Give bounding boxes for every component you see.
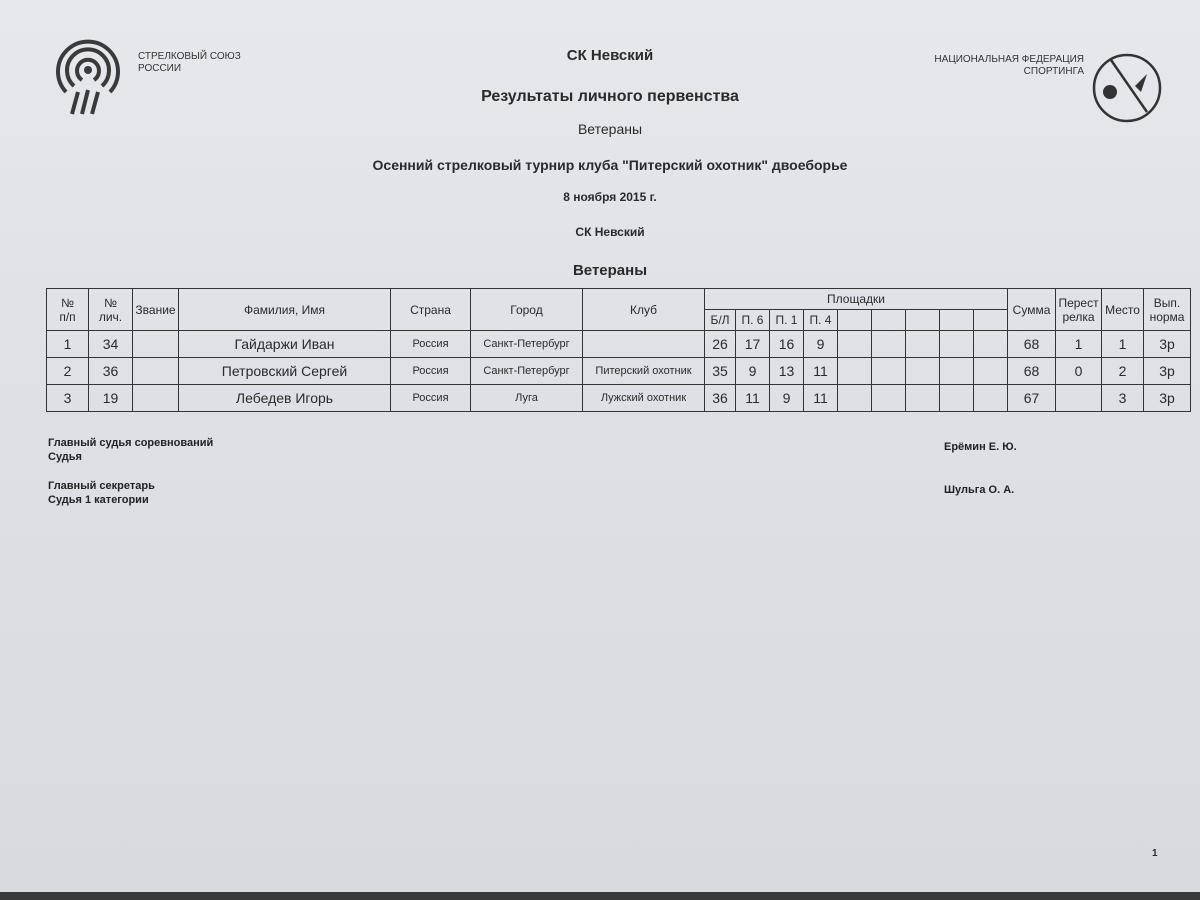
cell-city: Луга bbox=[471, 385, 583, 412]
document-title: Результаты личного первенства bbox=[481, 88, 739, 105]
secretary-name: Шульга О. А. bbox=[944, 484, 1015, 496]
chief-judge-name: Ерёмин Е. Ю. bbox=[944, 441, 1017, 453]
cell-score bbox=[838, 331, 872, 358]
cell-score: 16 bbox=[770, 331, 804, 358]
table-row bbox=[47, 385, 1191, 412]
range-label: П. 1 bbox=[770, 310, 804, 331]
cell-score bbox=[838, 358, 872, 385]
cell-score: 9 bbox=[804, 331, 838, 358]
col-header-norm: Вып. норма bbox=[1144, 289, 1191, 331]
event-date: 8 ноября 2015 г. bbox=[563, 190, 657, 204]
cell-score bbox=[974, 358, 1008, 385]
right-logo-line-2: СПОРТИНГА bbox=[1023, 66, 1084, 77]
club-heading: СК Невский bbox=[566, 47, 654, 64]
col-header-place: Место bbox=[1102, 289, 1144, 331]
cell-shootoff: 0 bbox=[1056, 358, 1102, 385]
left-logo-line-2: РОССИИ bbox=[138, 63, 182, 74]
cell-norm: 3р bbox=[1144, 385, 1191, 412]
category-subtitle: Ветераны bbox=[577, 121, 643, 137]
col-header-name: Фамилия, Имя bbox=[179, 289, 391, 331]
range-label: П. 4 bbox=[804, 310, 838, 331]
range-label bbox=[838, 310, 872, 331]
col-header-country: Страна bbox=[391, 289, 471, 331]
cell-sum: 68 bbox=[1008, 331, 1056, 358]
cell-num: 2 bbox=[47, 358, 89, 385]
cell-name: Петровский Сергей bbox=[179, 358, 391, 385]
col-header-rank: Звание bbox=[133, 289, 179, 331]
cell-club: Питерский охотник bbox=[583, 358, 705, 385]
cell-country: Россия bbox=[391, 358, 471, 385]
cell-license: 34 bbox=[89, 331, 133, 358]
col-header-city: Город bbox=[471, 289, 583, 331]
cell-norm: 3р bbox=[1144, 331, 1191, 358]
chief-judge-title bbox=[48, 436, 213, 464]
range-label: П. 6 bbox=[736, 310, 770, 331]
cell-rank bbox=[133, 331, 179, 358]
secretary-title bbox=[48, 479, 155, 507]
cell-score: 11 bbox=[736, 385, 770, 412]
cell-country: Россия bbox=[391, 385, 471, 412]
cell-club bbox=[583, 331, 705, 358]
range-label: Б/Л bbox=[705, 310, 736, 331]
cell-score bbox=[906, 358, 940, 385]
category-heading: Ветераны bbox=[572, 262, 648, 279]
col-header-ranges: Площадки bbox=[705, 289, 1008, 310]
cell-score: 11 bbox=[804, 358, 838, 385]
cell-city: Санкт-Петербург bbox=[471, 331, 583, 358]
col-header-license: № лич. bbox=[89, 289, 133, 331]
cell-score: 9 bbox=[736, 358, 770, 385]
cell-score bbox=[906, 385, 940, 412]
cell-score: 9 bbox=[770, 385, 804, 412]
right-logo-line-1: НАЦИОНАЛЬНАЯ ФЕДЕРАЦИЯ bbox=[934, 54, 1084, 65]
cell-num: 1 bbox=[47, 331, 89, 358]
cell-place: 1 bbox=[1102, 331, 1144, 358]
cell-name: Лебедев Игорь bbox=[179, 385, 391, 412]
cell-score bbox=[872, 331, 906, 358]
range-label bbox=[940, 310, 974, 331]
results-table bbox=[46, 288, 1191, 412]
cell-norm: 3р bbox=[1144, 358, 1191, 385]
cell-score: 13 bbox=[770, 358, 804, 385]
left-logo-line-1: СТРЕЛКОВЫЙ СОЮЗ bbox=[138, 51, 241, 62]
cell-sum: 68 bbox=[1008, 358, 1056, 385]
cell-name: Гайдаржи Иван bbox=[179, 331, 391, 358]
cell-score bbox=[940, 358, 974, 385]
cell-city: Санкт-Петербург bbox=[471, 358, 583, 385]
cell-score: 35 bbox=[705, 358, 736, 385]
event-name: Осенний стрелковый турнир клуба "Питерский охотник" двоеборье bbox=[372, 157, 848, 173]
table-row bbox=[47, 331, 1191, 358]
cell-club: Лужский охотник bbox=[583, 385, 705, 412]
cell-score: 36 bbox=[705, 385, 736, 412]
cell-rank bbox=[133, 358, 179, 385]
cell-rank bbox=[133, 385, 179, 412]
range-label bbox=[872, 310, 906, 331]
chief-judge-line-2: Судья bbox=[48, 451, 82, 463]
col-header-num: № п/п bbox=[47, 289, 89, 331]
cell-score: 26 bbox=[705, 331, 736, 358]
cell-score bbox=[974, 385, 1008, 412]
chief-judge-line-1: Главный судья соревнований bbox=[48, 437, 214, 449]
cell-score bbox=[906, 331, 940, 358]
cell-shootoff: 1 bbox=[1056, 331, 1102, 358]
secretary-line-2: Судья 1 категории bbox=[48, 494, 149, 506]
cell-score: 11 bbox=[804, 385, 838, 412]
cell-place: 3 bbox=[1102, 385, 1144, 412]
cell-shootoff bbox=[1056, 385, 1102, 412]
event-venue: СК Невский bbox=[575, 225, 645, 239]
cell-license: 19 bbox=[89, 385, 133, 412]
col-header-shootoff: Перест релка bbox=[1056, 289, 1102, 331]
cell-score bbox=[838, 385, 872, 412]
cell-license: 36 bbox=[89, 358, 133, 385]
cell-score bbox=[940, 331, 974, 358]
range-label bbox=[974, 310, 1008, 331]
cell-sum: 67 bbox=[1008, 385, 1056, 412]
cell-country: Россия bbox=[391, 331, 471, 358]
table-row bbox=[47, 358, 1191, 385]
secretary-line-1: Главный секретарь bbox=[48, 480, 155, 492]
range-label bbox=[906, 310, 940, 331]
cell-score bbox=[872, 358, 906, 385]
cell-score bbox=[940, 385, 974, 412]
cell-score: 17 bbox=[736, 331, 770, 358]
cell-score bbox=[872, 385, 906, 412]
col-header-sum: Сумма bbox=[1008, 289, 1056, 331]
col-header-club: Клуб bbox=[583, 289, 705, 331]
cell-num: 3 bbox=[47, 385, 89, 412]
table-header-row bbox=[47, 289, 1191, 310]
cell-place: 2 bbox=[1102, 358, 1144, 385]
cell-score bbox=[974, 331, 1008, 358]
page-number: 1 bbox=[1152, 848, 1158, 859]
